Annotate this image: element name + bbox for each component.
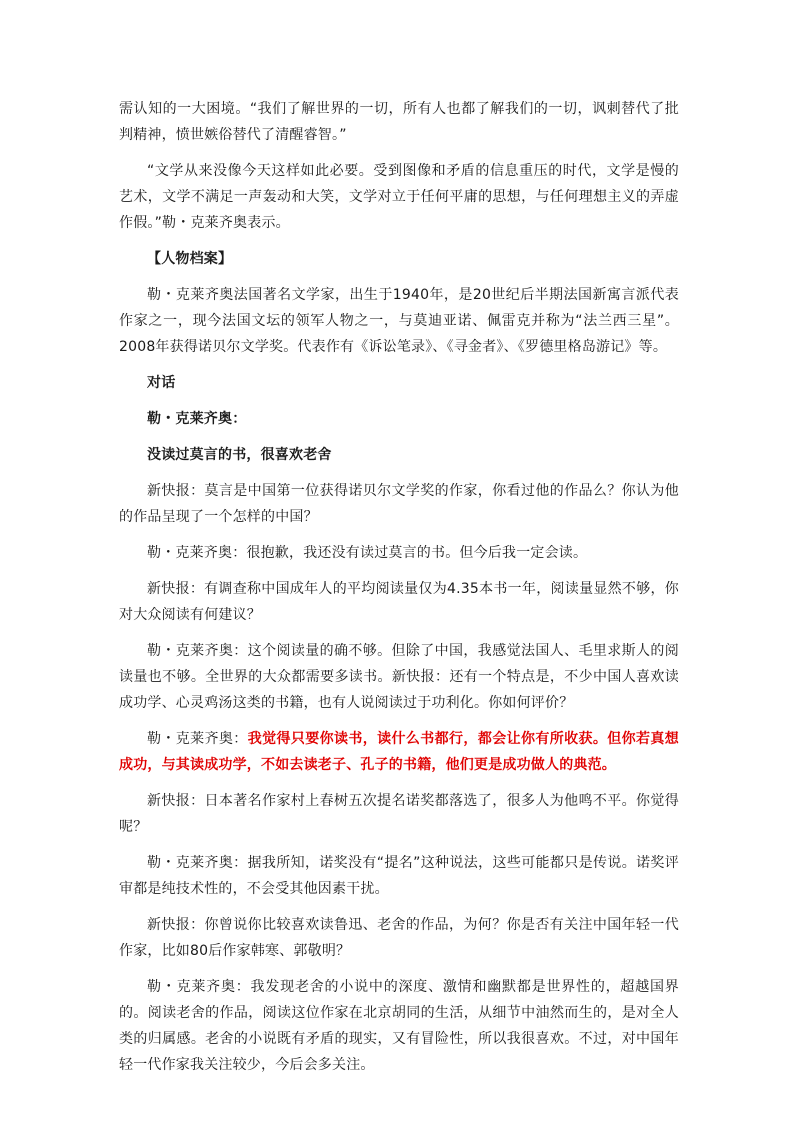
question-5: 新快报：你曾说你比较喜欢读鲁迅、老舍的作品，为何？你是否有关注中国年轻一代作家，比如80后作家韩寒、郭敬明？ xyxy=(119,917,679,959)
speaker-heading: 勒・克莱齐奥： xyxy=(147,411,247,427)
question-4: 新快报：日本著名作家村上春树五次提名诺奖都落选了，很多人为他鸣不平。你觉得呢？ xyxy=(119,793,679,835)
document-page xyxy=(119,96,679,1078)
answer-4: 勒・克莱齐奥：据我所知，诺奖没有“提名”这种说法，这些可能都只是传说。诺奖评审都是纯技术性的，不会受其他因素干扰。 xyxy=(119,855,679,897)
answer-3-highlight: 我觉得只要你读书，读什么书都行，都会让你有所收获。但你若真想成功，与其读成功学，不如去读老子、孔子的书籍，他们更是成功做人的典范。 xyxy=(119,731,679,773)
section-heading-profile: 【人物档案】 xyxy=(147,251,233,267)
paragraph-quote: “文学从来没像今天这样如此必要。受到图像和矛盾的信息重压的时代，文学是慢的艺术，文学不满足一声轰动和大笑，文学对立于任何平庸的思想，与任何理想主义的弄虚作假。”勒・克莱齐奥表示。 xyxy=(119,163,679,231)
question-1: 新快报：莫言是中国第一位获得诺贝尔文学奖的作家，你看过他的作品么？你认为他的作品呈现了一个怎样的中国？ xyxy=(119,483,679,525)
answer-3-speaker: 勒・克莱齐奥： xyxy=(147,731,248,747)
paragraph-intro-continuation: 需认知的一大困境。“我们了解世界的一切，所有人也都了解我们的一切，讽刺替代了批判精神，愤世嫉俗替代了清醒睿智。” xyxy=(119,101,679,143)
answer-3 xyxy=(119,726,679,778)
answer-2: 勒・克莱齐奥：这个阅读量的确不够。但除了中国，我感觉法国人、毛里求斯人的阅读量也不够。全世界的大众都需要多读书。新快报：还有一个特点是，不少中国人喜欢读成功学、心灵鸡汤这类的书籍，也有人说阅读过于功利化。你如何评价？ xyxy=(119,643,679,711)
question-2: 新快报：有调查称中国成年人的平均阅读量仅为4.35本书一年，阅读量显然不够，你对大众阅读有何建议？ xyxy=(119,581,679,623)
answer-5: 勒・克莱齐奥：我发现老舍的小说中的深度、激情和幽默都是世界性的，超越国界的。阅读老舍的作品，阅读这位作家在北京胡同的生活，从细节中油然而生的，是对全人类的归属感。老舍的小说既有矛盾的现实，又有冒险性，所以我很喜欢。不过，对中国年轻一代作家我关注较少，今后会多关注。 xyxy=(119,979,679,1073)
dialog-subtitle: 没读过莫言的书，很喜欢老舍 xyxy=(147,447,332,463)
section-heading-dialog: 对话 xyxy=(147,375,176,391)
paragraph-profile: 勒・克莱齐奥法国著名文学家，出生于1940年，是20世纪后半期法国新寓言派代表作家之一，现今法国文坛的领军人物之一，与莫迪亚诺、佩雷克并称为“法兰西三星”。2008年获得诺贝尔文学奖。代表作有《诉讼笔录》、《寻金者》、《罗德里格岛游记》等。 xyxy=(119,287,679,355)
answer-1: 勒・克莱齐奥：很抱歉，我还没有读过莫言的书。但今后我一定会读。 xyxy=(147,545,588,561)
